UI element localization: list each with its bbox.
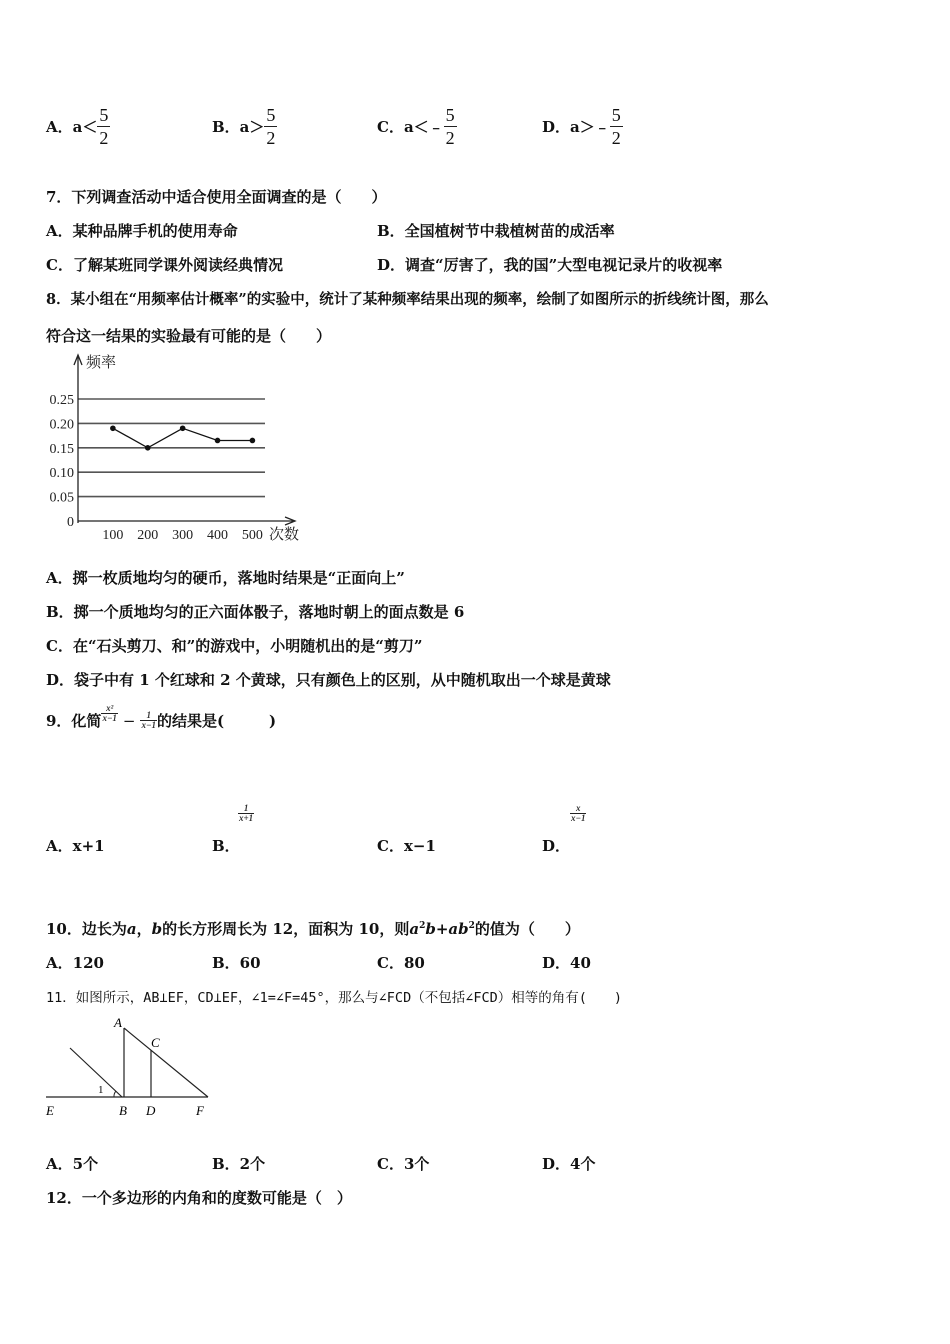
- q11-option-c[interactable]: C．3个: [377, 1155, 430, 1173]
- label-d: D: [146, 1103, 156, 1118]
- q9-option-d-fraction: $\frac{x}{x-1}$: [571, 803, 586, 823]
- q6-option-a-fraction: $\frac{5}{2}$: [99, 105, 109, 148]
- q6-option-c-label: C．a＜﹣: [377, 118, 444, 136]
- q7-option-a[interactable]: A．某种品牌手机的使用寿命: [46, 222, 238, 240]
- q11-option-d[interactable]: D．4个: [542, 1155, 596, 1173]
- q11-option-a[interactable]: A．5个: [46, 1155, 99, 1173]
- q8-option-b[interactable]: B．掷一个质地均匀的正六面体骰子，落地时朝上的面点数是 6: [46, 603, 465, 621]
- q6-option-d-label: D．a＞﹣: [542, 118, 610, 136]
- q9-option-b[interactable]: [212, 803, 254, 856]
- chart-grid: [78, 399, 265, 497]
- q10-option-a[interactable]: A．120: [46, 954, 104, 972]
- line-af: [124, 1028, 208, 1097]
- q6-option-a[interactable]: [46, 104, 110, 149]
- x-tick-label: 400: [207, 528, 229, 543]
- frequency-line-chart: [30, 345, 310, 550]
- q9-fraction-2: $\frac{1}{x-1}$: [141, 710, 156, 730]
- data-point: [180, 425, 186, 431]
- chart-axes: [74, 355, 295, 525]
- q6-option-d[interactable]: [542, 104, 623, 149]
- q9-prefix: 9．化简: [46, 712, 102, 730]
- q9-option-b-label: B．: [212, 837, 240, 855]
- q10-var-a: a: [126, 920, 137, 938]
- q8-stem-line1: 8．某小组在“用频率估计概率”的实验中，统计了某种频率结果出现的频率，绘制了如图所示的折线统计图，那么: [46, 291, 769, 308]
- x-tick-label: 200: [137, 528, 159, 543]
- q10-comma: ，: [136, 920, 152, 938]
- q9-option-c[interactable]: C．x−1: [377, 837, 436, 855]
- data-point: [250, 438, 256, 444]
- label-a: A: [114, 1015, 122, 1030]
- q11-option-b[interactable]: B．2个: [212, 1155, 266, 1173]
- y-tick-label: 0.25: [49, 393, 74, 408]
- series-line: [113, 428, 253, 448]
- q11-stem: 11．如图所示，AB⊥EF，CD⊥EF，∠1=∠F=45°，那么与∠FCD（不包括∠FCD）相等的角有( ): [46, 990, 622, 1006]
- q10-prefix: 10．边长为: [46, 920, 127, 938]
- y-tick-label: 0.10: [49, 466, 74, 482]
- q6-option-b[interactable]: [212, 104, 277, 149]
- x-tick-label: 300: [172, 528, 194, 543]
- q10-expr-b: b+ab: [425, 920, 469, 938]
- q10-expr-sup1: 2: [419, 921, 426, 931]
- q10-expr-a: a: [409, 920, 420, 938]
- q10-mid: 的长方形周长为 12，面积为 10，则: [162, 920, 410, 938]
- q10-option-c[interactable]: C．80: [377, 954, 425, 972]
- q12-stem: 12．一个多边形的内角和的度数可能是（ ）: [46, 1189, 352, 1207]
- label-e: E: [46, 1103, 54, 1118]
- data-point: [110, 425, 116, 431]
- q8-stem-line2: 符合这一结果的实验最有可能的是（ ）: [46, 327, 332, 345]
- label-one: 1: [98, 1084, 104, 1096]
- q8-option-d[interactable]: D．袋子中有 1 个红球和 2 个黄球，只有颜色上的区别，从中随机取出一个球是黄球: [46, 671, 611, 689]
- q9-option-d-label: D．: [542, 837, 571, 855]
- data-point: [215, 438, 221, 444]
- q9-option-b-fraction: $\frac{1}{x+1}$: [239, 803, 254, 823]
- q6-option-b-fraction: $\frac{5}{2}$: [266, 105, 276, 148]
- x-tick-label: 500: [241, 528, 263, 543]
- q6-option-c[interactable]: [377, 104, 457, 149]
- q7-stem: 7．下列调查活动中适合使用全面调查的是（ ）: [46, 188, 387, 206]
- y-axis-title: 频率: [86, 355, 117, 371]
- line-slant: [70, 1048, 122, 1097]
- q8-option-a[interactable]: A．掷一枚质地均匀的硬币，落地时结果是“正面向上”: [46, 569, 405, 587]
- y-tick-label: 0.15: [49, 441, 74, 457]
- q7-option-c[interactable]: C．了解某班同学课外阅读经典情况: [46, 256, 283, 274]
- x-tick-label: 100: [102, 528, 124, 543]
- q9-option-a[interactable]: A．x+1: [46, 837, 105, 855]
- q10-option-b[interactable]: B．60: [212, 954, 261, 972]
- q10-option-d[interactable]: D．40: [542, 954, 591, 972]
- q9-option-d[interactable]: [542, 803, 586, 856]
- y-tick-label: 0.05: [49, 490, 74, 506]
- q10-suffix: 的值为（ ）: [474, 920, 580, 938]
- y-tick-label: 0: [67, 515, 74, 530]
- q10-expr-sup2: 2: [468, 921, 475, 931]
- q9-stem: [46, 703, 277, 731]
- q9-suffix: 的结果是( ): [156, 712, 277, 730]
- y-tick-label: 0.20: [49, 417, 74, 433]
- q11-geometry-figure: [40, 1012, 220, 1122]
- q6-option-d-fraction: $\frac{5}{2}$: [611, 105, 621, 148]
- chart-series: [110, 425, 255, 450]
- q9-fraction-1: $\frac{\text{x²}}{x-1}$: [102, 703, 117, 723]
- label-b: B: [119, 1103, 127, 1118]
- label-f: F: [196, 1103, 204, 1118]
- label-c: C: [151, 1035, 160, 1050]
- q6-option-b-label: B．a＞: [212, 118, 265, 136]
- x-axis-title: 次数: [269, 527, 300, 543]
- q7-option-d[interactable]: D．调查“厉害了，我的国”大型电视记录片的收视率: [377, 256, 723, 274]
- q10-var-b: b: [151, 920, 163, 938]
- angle-1-arc: [114, 1091, 116, 1097]
- data-point: [145, 445, 151, 451]
- q6-option-c-fraction: $\frac{5}{2}$: [445, 105, 455, 148]
- q6-option-a-label: A．a＜: [46, 118, 98, 136]
- q9-minus: −: [122, 711, 136, 730]
- q8-option-c[interactable]: C．在“石头剪刀、和”的游戏中，小明随机出的是“剪刀”: [46, 637, 423, 655]
- q7-option-b[interactable]: B．全国植树节中栽植树苗的成活率: [377, 222, 615, 240]
- q10-stem: [46, 918, 580, 939]
